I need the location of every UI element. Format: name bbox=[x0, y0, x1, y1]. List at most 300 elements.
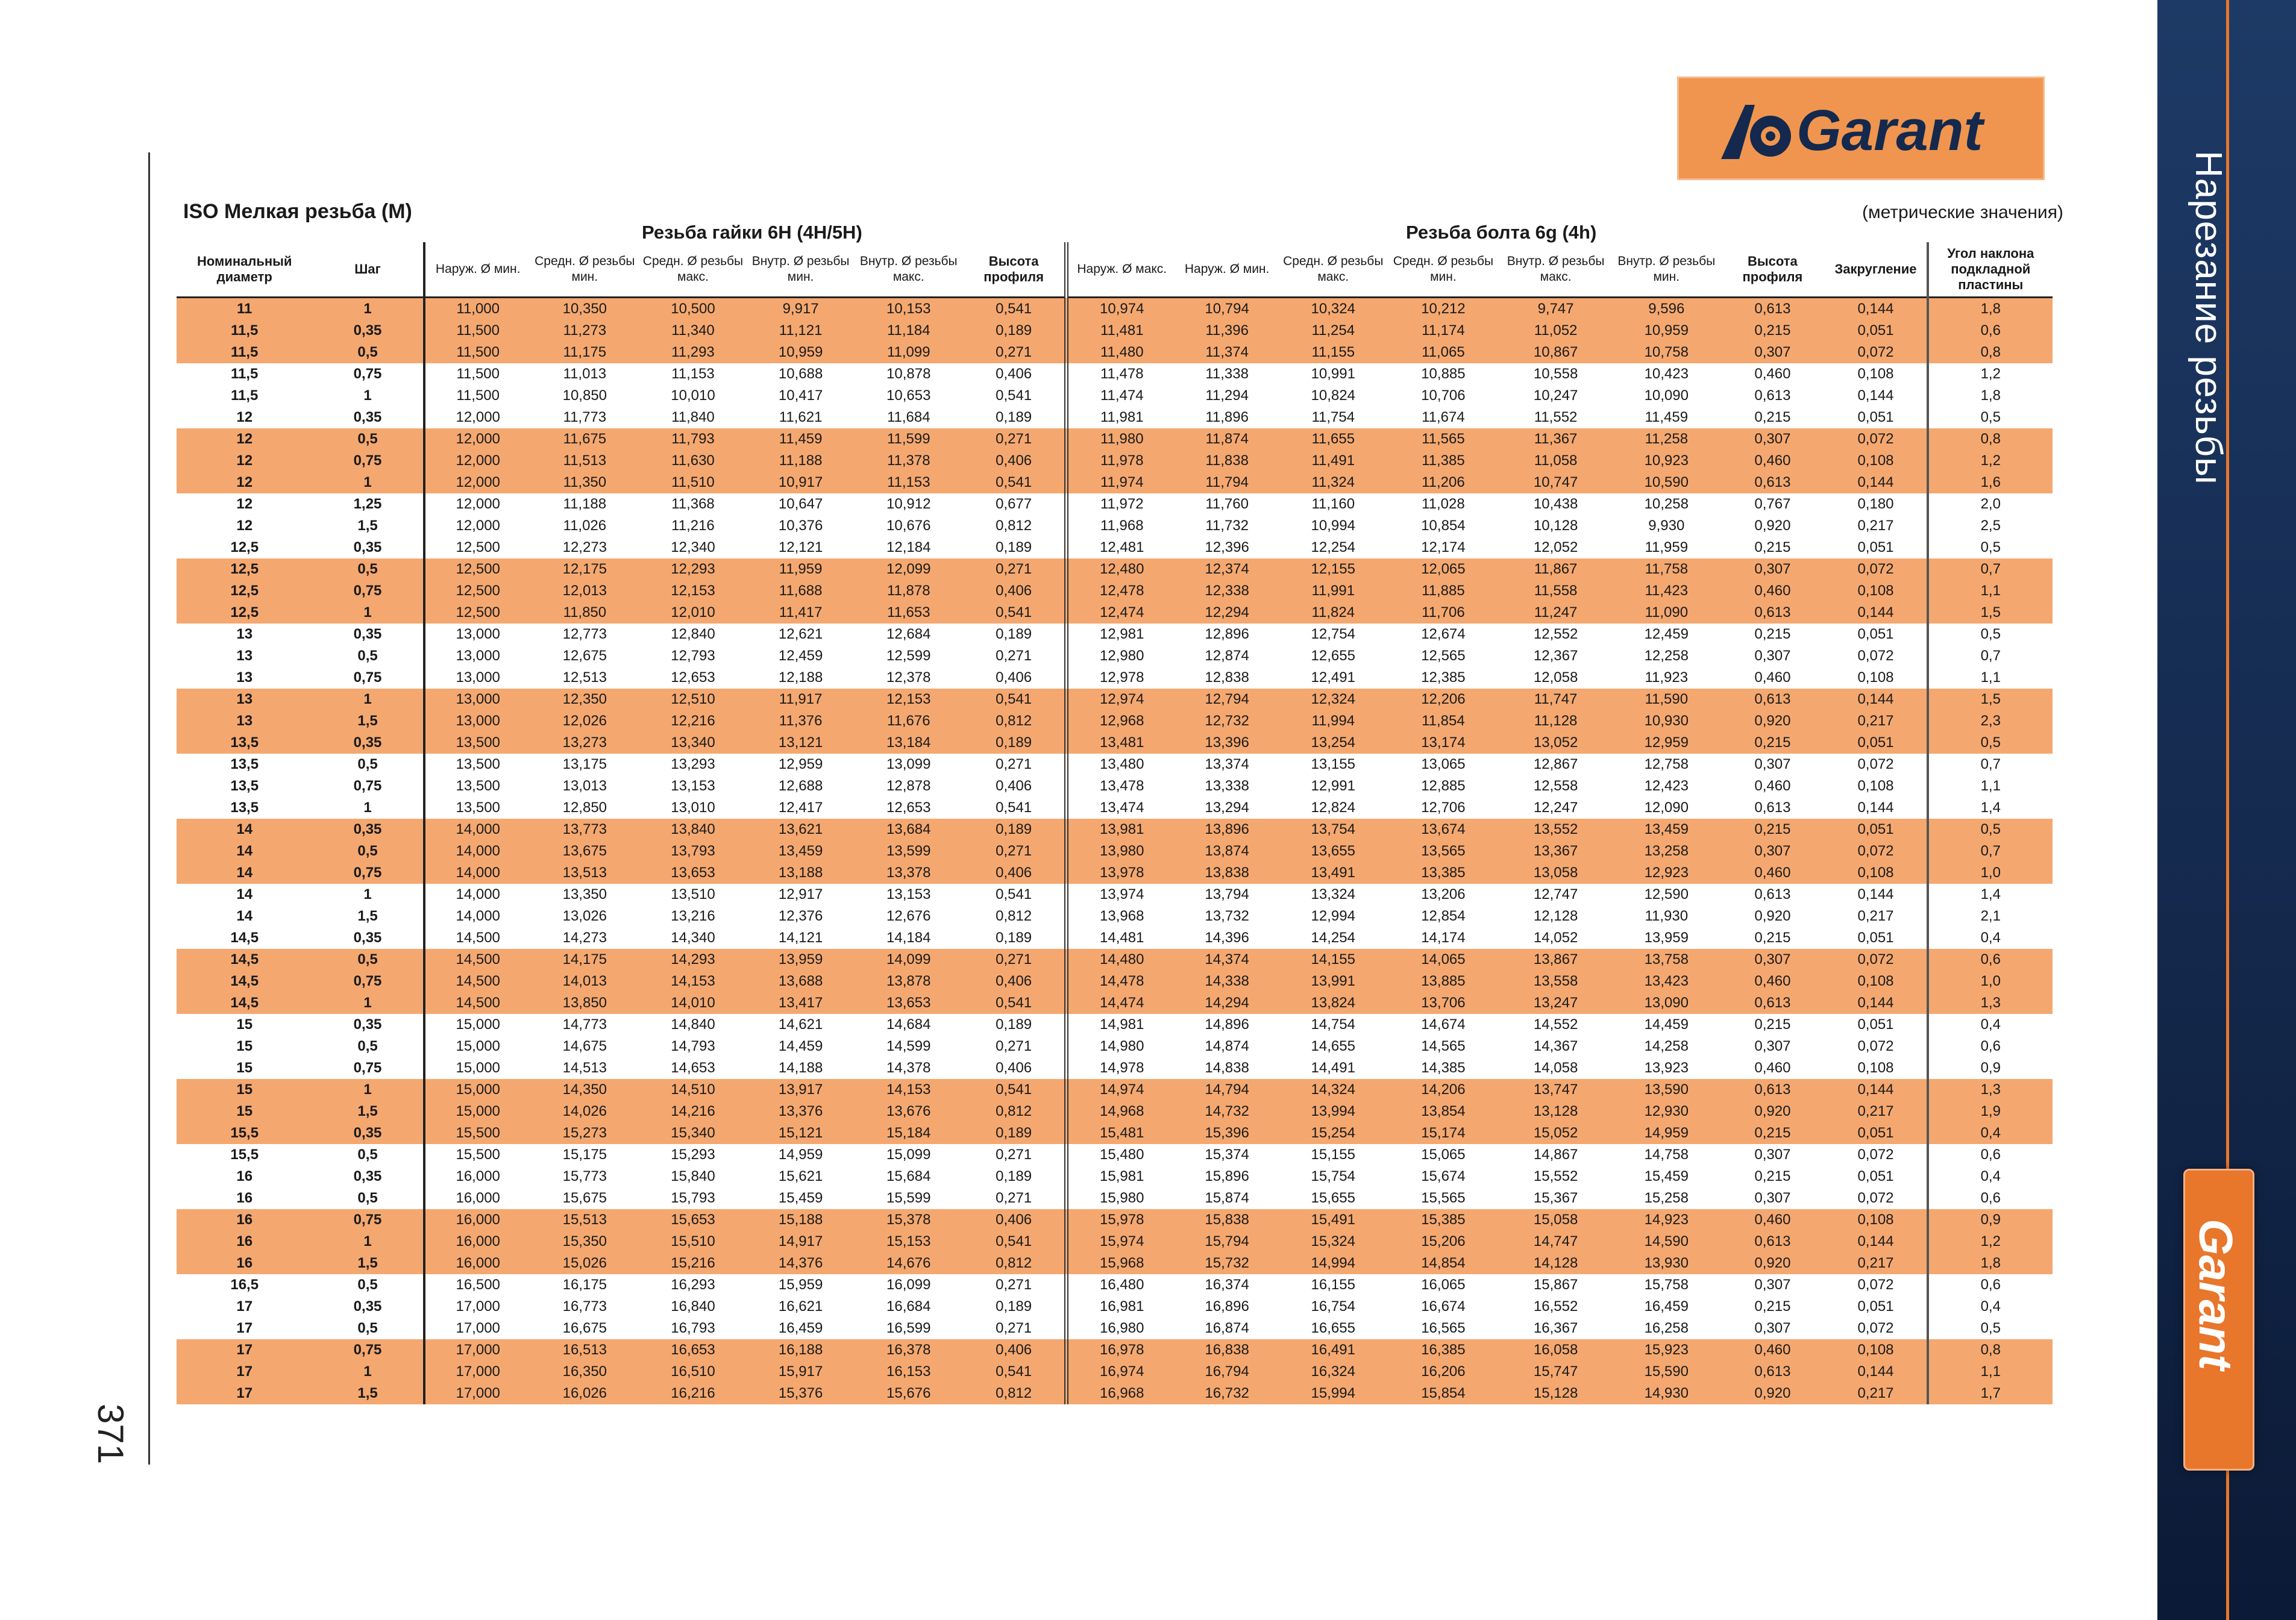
table-cell: 12 bbox=[177, 450, 312, 472]
table-cell: 11,065 bbox=[1388, 342, 1499, 363]
table-cell: 13,552 bbox=[1499, 819, 1613, 840]
table-cell: 14,000 bbox=[424, 819, 531, 840]
table-cell: 0,271 bbox=[963, 428, 1066, 450]
table-cell: 0,460 bbox=[1720, 1209, 1825, 1231]
table-cell: 12,480 bbox=[1066, 558, 1175, 580]
table-cell: 2,1 bbox=[1928, 905, 2053, 927]
table-cell: 13,423 bbox=[1613, 971, 1720, 992]
table-cell: 16,480 bbox=[1066, 1274, 1175, 1296]
table-cell: 16,324 bbox=[1279, 1361, 1388, 1383]
table-cell: 13,481 bbox=[1066, 732, 1175, 754]
table-cell: 10,258 bbox=[1644, 496, 1689, 512]
table-cell: 0,5 bbox=[357, 1190, 378, 1206]
table-cell: 0,108 bbox=[1825, 580, 1927, 602]
table-cell: 12,552 bbox=[1533, 626, 1578, 642]
table-row bbox=[177, 862, 2053, 884]
table-cell: 14,867 bbox=[1533, 1146, 1578, 1163]
table-cell: 13,793 bbox=[639, 840, 747, 862]
table-cell: 14,655 bbox=[1311, 1038, 1355, 1054]
table-row bbox=[177, 1122, 2053, 1144]
table-cell: 14,254 bbox=[1311, 930, 1355, 946]
table-cell: 1,2 bbox=[1928, 1231, 2053, 1253]
table-cell: 15,513 bbox=[531, 1209, 639, 1231]
table-cell: 10,324 bbox=[1279, 298, 1388, 321]
table-cell: 0,5 bbox=[1928, 1318, 2053, 1339]
table-cell: 10,850 bbox=[562, 387, 607, 404]
table-cell: 14,000 bbox=[424, 884, 531, 905]
table-cell: 13,850 bbox=[531, 992, 639, 1014]
table-cell: 0,406 bbox=[963, 1339, 1066, 1361]
table-cell: 11,980 bbox=[1066, 428, 1175, 450]
table-cell: 13,480 bbox=[1066, 754, 1175, 775]
table-cell: 10,959 bbox=[1613, 320, 1720, 342]
table-cell: 13,000 bbox=[424, 689, 531, 710]
table-cell: 0,460 bbox=[1720, 862, 1825, 884]
table-row bbox=[177, 1383, 2053, 1404]
table-cell: 14,155 bbox=[1279, 949, 1388, 971]
table-cell: 15,621 bbox=[778, 1168, 823, 1184]
table-cell: 15,676 bbox=[854, 1383, 963, 1404]
table-cell: 11,058 bbox=[1499, 450, 1613, 472]
table-cell: 15,675 bbox=[562, 1190, 607, 1206]
table-row bbox=[177, 450, 2053, 472]
table-cell: 15,293 bbox=[671, 1146, 715, 1163]
table-cell: 15,758 bbox=[1644, 1277, 1689, 1293]
table-cell: 0,307 bbox=[1720, 840, 1825, 862]
table-cell: 0,460 bbox=[1720, 1339, 1825, 1361]
table-cell: 16,674 bbox=[1421, 1298, 1466, 1315]
table-cell: 13,930 bbox=[1613, 1253, 1720, 1274]
table-cell: 0,144 bbox=[1857, 387, 1894, 404]
table-cell: 15,188 bbox=[747, 1209, 854, 1231]
table-cell: 15,981 bbox=[1066, 1166, 1175, 1187]
table-body bbox=[177, 298, 2053, 1405]
table-cell: 12,367 bbox=[1533, 648, 1578, 664]
table-cell: 11,974 bbox=[1066, 472, 1175, 493]
table-cell: 12,459 bbox=[778, 648, 823, 664]
table-row bbox=[177, 884, 2053, 905]
table-cell: 11,991 bbox=[1279, 580, 1388, 602]
table-cell: 0,307 bbox=[1754, 1190, 1791, 1206]
table-cell: 0,271 bbox=[996, 1038, 1032, 1054]
table-cell: 15,459 bbox=[1644, 1168, 1689, 1184]
table-row bbox=[177, 1057, 2053, 1079]
table-cell: 12,273 bbox=[562, 539, 607, 555]
table-cell: 15,978 bbox=[1066, 1209, 1175, 1231]
table-cell: 17 bbox=[236, 1298, 253, 1315]
table-cell: 11,840 bbox=[671, 409, 715, 425]
table-cell: 13,058 bbox=[1499, 862, 1613, 884]
table-cell: 11,5 bbox=[177, 320, 312, 342]
table-cell: 13,000 bbox=[424, 624, 531, 645]
table-cell: 0,406 bbox=[996, 778, 1032, 794]
table-cell: 11,396 bbox=[1176, 320, 1279, 342]
table-cell: 11,878 bbox=[854, 580, 963, 602]
table-cell: 14,010 bbox=[639, 992, 747, 1014]
table-cell: 14,340 bbox=[671, 930, 715, 946]
table-cell: 11,459 bbox=[747, 428, 854, 450]
table-cell: 15,794 bbox=[1176, 1231, 1279, 1253]
table-cell: 0,541 bbox=[963, 602, 1066, 624]
table-cell: 14,794 bbox=[1176, 1079, 1279, 1101]
table-cell: 14,013 bbox=[531, 971, 639, 992]
table-cell: 0,072 bbox=[1857, 648, 1894, 664]
bolt-thread-group-title: Резьба болта 6g (4h) bbox=[1406, 222, 1597, 243]
table-cell: 0,460 bbox=[1754, 1060, 1791, 1076]
table-cell: 15,959 bbox=[778, 1277, 823, 1293]
table-cell: 0,144 bbox=[1825, 1231, 1927, 1253]
table-cell: 13,174 bbox=[1388, 732, 1499, 754]
table-cell: 0,5 bbox=[1928, 537, 2053, 558]
table-cell: 13,867 bbox=[1499, 949, 1613, 971]
table-cell: 0,613 bbox=[1720, 1361, 1825, 1383]
table-cell: 15,385 bbox=[1388, 1209, 1499, 1231]
table-cell: 0,460 bbox=[1720, 971, 1825, 992]
table-cell: 14,000 bbox=[424, 905, 531, 927]
table-cell: 12,155 bbox=[1279, 558, 1388, 580]
table-cell: 14,968 bbox=[1066, 1101, 1175, 1122]
table-cell: 15,838 bbox=[1176, 1209, 1279, 1231]
table-cell: 14,621 bbox=[778, 1016, 823, 1033]
table-cell: 0,215 bbox=[1720, 320, 1825, 342]
table-cell: 12,824 bbox=[1311, 799, 1355, 816]
table-cell: 14,188 bbox=[778, 1060, 823, 1076]
table-cell: 0,7 bbox=[1928, 645, 2053, 667]
table-cell: 11,500 bbox=[424, 385, 531, 407]
table-cell: 0,215 bbox=[1754, 1016, 1791, 1033]
table-cell: 16,974 bbox=[1066, 1361, 1175, 1383]
table-cell: 1,5 bbox=[312, 710, 424, 732]
table-cell: 0,271 bbox=[996, 648, 1032, 664]
table-cell: 0,613 bbox=[1754, 799, 1791, 816]
table-cell: 0,307 bbox=[1754, 756, 1791, 772]
table-cell: 15,099 bbox=[886, 1146, 931, 1163]
table-cell: 0,812 bbox=[963, 1101, 1066, 1122]
table-cell: 15,974 bbox=[1066, 1231, 1175, 1253]
table-cell: 11,773 bbox=[563, 409, 607, 425]
table-cell: 0,108 bbox=[1857, 778, 1894, 794]
table-cell: 9,747 bbox=[1499, 298, 1613, 321]
table-row bbox=[177, 537, 2053, 558]
table-cell: 11,630 bbox=[639, 450, 747, 472]
table-cell: 16,773 bbox=[562, 1298, 607, 1315]
table-cell: 15,058 bbox=[1499, 1209, 1613, 1231]
table-cell: 12,258 bbox=[1644, 648, 1689, 664]
table-cell: 1,5 bbox=[312, 1383, 424, 1404]
table-cell: 11,674 bbox=[1422, 409, 1465, 425]
table-cell: 14,374 bbox=[1176, 949, 1279, 971]
table-cell: 0,5 bbox=[357, 1146, 378, 1163]
table-cell: 11,513 bbox=[531, 450, 639, 472]
table-cell: 13,500 bbox=[424, 754, 531, 775]
table-cell: 10,688 bbox=[778, 366, 823, 382]
table-cell: 13,923 bbox=[1644, 1060, 1689, 1076]
table-cell: 14 bbox=[177, 840, 312, 862]
table-cell: 1,4 bbox=[1928, 884, 2053, 905]
table-cell: 12,991 bbox=[1311, 778, 1355, 794]
thread-table bbox=[177, 242, 2053, 1404]
table-cell: 0,541 bbox=[963, 1079, 1066, 1101]
table-cell: 14,994 bbox=[1279, 1253, 1388, 1274]
table-cell: 13,052 bbox=[1499, 732, 1613, 754]
table-cell: 0,144 bbox=[1857, 799, 1894, 816]
table-cell: 1,8 bbox=[1928, 298, 2053, 321]
table-cell: 12,854 bbox=[1421, 908, 1466, 924]
table-row bbox=[177, 927, 2053, 949]
table-cell: 15,459 bbox=[778, 1190, 823, 1206]
table-cell: 0,75 bbox=[312, 580, 424, 602]
table-cell: 14,674 bbox=[1421, 1016, 1466, 1033]
table-cell: 15,500 bbox=[424, 1144, 531, 1166]
table-cell: 15,491 bbox=[1279, 1209, 1388, 1231]
table-cell: 10,247 bbox=[1533, 387, 1578, 404]
table-cell: 14,565 bbox=[1421, 1038, 1466, 1054]
table-cell: 14,896 bbox=[1205, 1016, 1249, 1033]
table-cell: 11,000 bbox=[424, 298, 531, 321]
table-cell: 10,212 bbox=[1388, 298, 1499, 321]
table-cell: 0,144 bbox=[1825, 298, 1927, 321]
table-cell: 12,599 bbox=[886, 648, 931, 664]
table-cell: 11,478 bbox=[1066, 363, 1175, 385]
table-cell: 12,188 bbox=[778, 669, 823, 686]
table-cell: 12,838 bbox=[1205, 669, 1249, 686]
table-cell: 0,5 bbox=[357, 648, 378, 664]
table-cell: 11,972 bbox=[1066, 493, 1175, 515]
table-cell: 15,793 bbox=[671, 1190, 715, 1206]
table-row bbox=[177, 493, 2053, 515]
table-cell: 11,747 bbox=[1499, 689, 1613, 710]
column-header: Высота профиля bbox=[1720, 242, 1825, 298]
table-cell: 14,121 bbox=[778, 930, 823, 946]
table-cell: 14,478 bbox=[1066, 971, 1175, 992]
table-cell: 0,051 bbox=[1857, 626, 1894, 642]
table-cell: 11,480 bbox=[1066, 342, 1175, 363]
table-cell: 0,4 bbox=[1928, 1122, 2053, 1144]
table-cell: 0,5 bbox=[357, 756, 378, 772]
table-cell: 0,812 bbox=[996, 908, 1032, 924]
table-cell: 0,5 bbox=[1928, 407, 2053, 428]
table-cell: 11,374 bbox=[1176, 342, 1279, 363]
column-header: Высота профиля bbox=[963, 242, 1066, 298]
table-cell: 0,406 bbox=[996, 366, 1032, 382]
table-cell: 13,338 bbox=[1205, 778, 1249, 794]
table-cell: 15,273 bbox=[531, 1122, 639, 1144]
table-cell: 11,350 bbox=[531, 472, 639, 493]
table-cell: 15,510 bbox=[639, 1231, 747, 1253]
table-cell: 0,35 bbox=[312, 320, 424, 342]
table-cell: 0,271 bbox=[963, 949, 1066, 971]
table-cell: 16,000 bbox=[424, 1231, 531, 1253]
table-cell: 14,294 bbox=[1176, 992, 1279, 1014]
table-cell: 1,9 bbox=[1928, 1101, 2053, 1122]
table-cell: 10,747 bbox=[1499, 472, 1613, 493]
table-cell: 0,072 bbox=[1825, 428, 1927, 450]
table-cell: 14,153 bbox=[854, 1079, 963, 1101]
table-cell: 15,175 bbox=[562, 1146, 607, 1163]
table-cell: 16,188 bbox=[747, 1339, 854, 1361]
table-cell: 13,959 bbox=[747, 949, 854, 971]
table-cell: 15,480 bbox=[1066, 1144, 1175, 1166]
table-cell: 0,6 bbox=[1928, 1036, 2053, 1057]
table-cell: 0,217 bbox=[1825, 1383, 1927, 1404]
table-cell: 14,376 bbox=[747, 1253, 854, 1274]
table-cell: 12,794 bbox=[1176, 689, 1279, 710]
table-cell: 14,338 bbox=[1176, 971, 1279, 992]
table-cell: 0,108 bbox=[1857, 669, 1894, 686]
table-cell: 0,5 bbox=[312, 840, 424, 862]
table-cell: 1 bbox=[363, 387, 372, 404]
table-cell: 13,175 bbox=[562, 756, 607, 772]
table-cell: 12,175 bbox=[531, 558, 639, 580]
table-cell: 12,867 bbox=[1533, 756, 1578, 772]
table-cell: 0,215 bbox=[1720, 819, 1825, 840]
table-cell: 0,051 bbox=[1857, 1168, 1894, 1184]
table-cell: 0,812 bbox=[963, 1253, 1066, 1274]
table-cell: 12,052 bbox=[1533, 539, 1578, 555]
table-cell: 12,513 bbox=[562, 669, 607, 686]
table-cell: 0,613 bbox=[1720, 1079, 1825, 1101]
table-cell: 11,5 bbox=[231, 387, 259, 404]
table-cell: 10,885 bbox=[1421, 366, 1466, 382]
table-cell: 11,824 bbox=[1279, 602, 1388, 624]
table-cell: 10,128 bbox=[1533, 518, 1578, 534]
table-cell: 16 bbox=[236, 1190, 253, 1206]
table-cell: 13,324 bbox=[1311, 886, 1355, 902]
column-header: Шаг bbox=[312, 242, 424, 298]
table-cell: 14,980 bbox=[1066, 1036, 1175, 1057]
table-cell: 14,5 bbox=[177, 949, 312, 971]
table-cell: 14,000 bbox=[424, 840, 531, 862]
table-cell: 13,896 bbox=[1176, 819, 1279, 840]
table-cell: 13 bbox=[236, 626, 253, 642]
table-cell: 15,754 bbox=[1311, 1168, 1355, 1184]
table-cell: 15,896 bbox=[1205, 1168, 1249, 1184]
table-row bbox=[177, 732, 2053, 754]
table-cell: 11,368 bbox=[671, 496, 715, 512]
table-row bbox=[177, 797, 2053, 819]
table-cell: 15,216 bbox=[639, 1253, 747, 1274]
table-cell: 0,051 bbox=[1857, 1298, 1894, 1315]
table-cell: 12,747 bbox=[1533, 886, 1578, 902]
table-cell: 0,051 bbox=[1825, 320, 1927, 342]
table-cell: 10,376 bbox=[778, 518, 823, 534]
table-row bbox=[177, 949, 2053, 971]
table-cell: 15,599 bbox=[886, 1190, 931, 1206]
table-cell: 12,153 bbox=[854, 689, 963, 710]
table-cell: 0,541 bbox=[963, 1231, 1066, 1253]
table-cell: 0,613 bbox=[1720, 472, 1825, 493]
table-cell: 0,072 bbox=[1857, 1190, 1894, 1206]
table-cell: 1 bbox=[312, 298, 424, 321]
table-cell: 1,6 bbox=[1928, 472, 2053, 493]
table-cell: 13,350 bbox=[562, 886, 607, 902]
table-cell: 0,307 bbox=[1720, 558, 1825, 580]
table-cell: 11,760 bbox=[1205, 496, 1249, 512]
table-cell: 13,500 bbox=[424, 797, 531, 819]
table-cell: 11 bbox=[177, 298, 312, 321]
table-cell: 15,968 bbox=[1066, 1253, 1175, 1274]
table-cell: 0,072 bbox=[1857, 1277, 1894, 1293]
table-cell: 12,090 bbox=[1644, 799, 1689, 816]
sidebar-title: Нарезание резьбы bbox=[2188, 151, 2229, 485]
table-row bbox=[177, 558, 2053, 580]
table-cell: 0,9 bbox=[1928, 1057, 2053, 1079]
table-cell: 11,474 bbox=[1066, 385, 1175, 407]
table-cell: 0,460 bbox=[1754, 366, 1791, 382]
table-cell: 0,5 bbox=[1928, 819, 2053, 840]
table-cell: 0,271 bbox=[963, 840, 1066, 862]
table-cell: 12,000 bbox=[424, 407, 531, 428]
table-cell: 10,423 bbox=[1644, 366, 1689, 382]
table-row bbox=[177, 342, 2053, 363]
table-cell: 13,878 bbox=[854, 971, 963, 992]
table-cell: 17,000 bbox=[424, 1361, 531, 1383]
table-row bbox=[177, 407, 2053, 428]
table-cell: 1,3 bbox=[1928, 1079, 2053, 1101]
table-cell: 13,155 bbox=[1311, 756, 1355, 772]
table-cell: 12,478 bbox=[1066, 580, 1175, 602]
table-cell: 13,684 bbox=[854, 819, 963, 840]
table-cell: 15,254 bbox=[1279, 1122, 1388, 1144]
table-cell: 0,189 bbox=[996, 409, 1032, 425]
table-cell: 16,838 bbox=[1176, 1339, 1279, 1361]
table-cell: 0,307 bbox=[1720, 342, 1825, 363]
table-cell: 12,293 bbox=[639, 558, 747, 580]
table-cell: 11,500 bbox=[424, 320, 531, 342]
table-cell: 16,367 bbox=[1533, 1320, 1578, 1336]
table-cell: 13,510 bbox=[671, 886, 715, 902]
table-cell: 12,376 bbox=[778, 908, 823, 924]
table-cell: 0,051 bbox=[1825, 1122, 1927, 1144]
table-row bbox=[177, 1079, 2053, 1101]
table-cell: 0,108 bbox=[1857, 366, 1894, 382]
table-cell: 12,121 bbox=[778, 539, 823, 555]
table-cell: 11,500 bbox=[424, 363, 531, 385]
table-cell: 12,621 bbox=[778, 626, 823, 642]
table-cell: 12,885 bbox=[1421, 778, 1466, 794]
table-cell: 14,385 bbox=[1421, 1060, 1466, 1076]
table-cell: 16 bbox=[177, 1253, 312, 1274]
table-cell: 17,000 bbox=[424, 1339, 531, 1361]
table-cell: 13,5 bbox=[230, 799, 259, 816]
table-cell: 14,653 bbox=[671, 1060, 715, 1076]
table-cell: 13,474 bbox=[1066, 797, 1175, 819]
table-cell: 13,206 bbox=[1421, 886, 1466, 902]
table-cell: 12,254 bbox=[1311, 539, 1355, 555]
table-cell: 12,174 bbox=[1421, 539, 1466, 555]
table-cell: 0,75 bbox=[312, 1209, 424, 1231]
table-cell: 11,254 bbox=[1279, 320, 1388, 342]
table-cell: 1,1 bbox=[1928, 580, 2053, 602]
table-cell: 0,307 bbox=[1720, 428, 1825, 450]
table-cell: 2,3 bbox=[1928, 710, 2053, 732]
table-row bbox=[177, 580, 2053, 602]
table-cell: 16,675 bbox=[562, 1320, 607, 1336]
table-cell: 1,0 bbox=[1928, 862, 2053, 884]
table-cell: 15,052 bbox=[1499, 1122, 1613, 1144]
table-cell: 15,854 bbox=[1388, 1383, 1499, 1404]
table-cell: 13,026 bbox=[562, 908, 607, 924]
table-row bbox=[177, 1209, 2053, 1231]
table-cell: 16,378 bbox=[854, 1339, 963, 1361]
table-cell: 0,920 bbox=[1720, 710, 1825, 732]
table-cell: 1 bbox=[363, 886, 372, 902]
table-cell: 16,684 bbox=[886, 1298, 931, 1315]
table-cell: 16,026 bbox=[531, 1383, 639, 1404]
table-row bbox=[177, 602, 2053, 624]
table-cell: 13,000 bbox=[424, 645, 531, 667]
table-cell: 16 bbox=[177, 1231, 312, 1253]
